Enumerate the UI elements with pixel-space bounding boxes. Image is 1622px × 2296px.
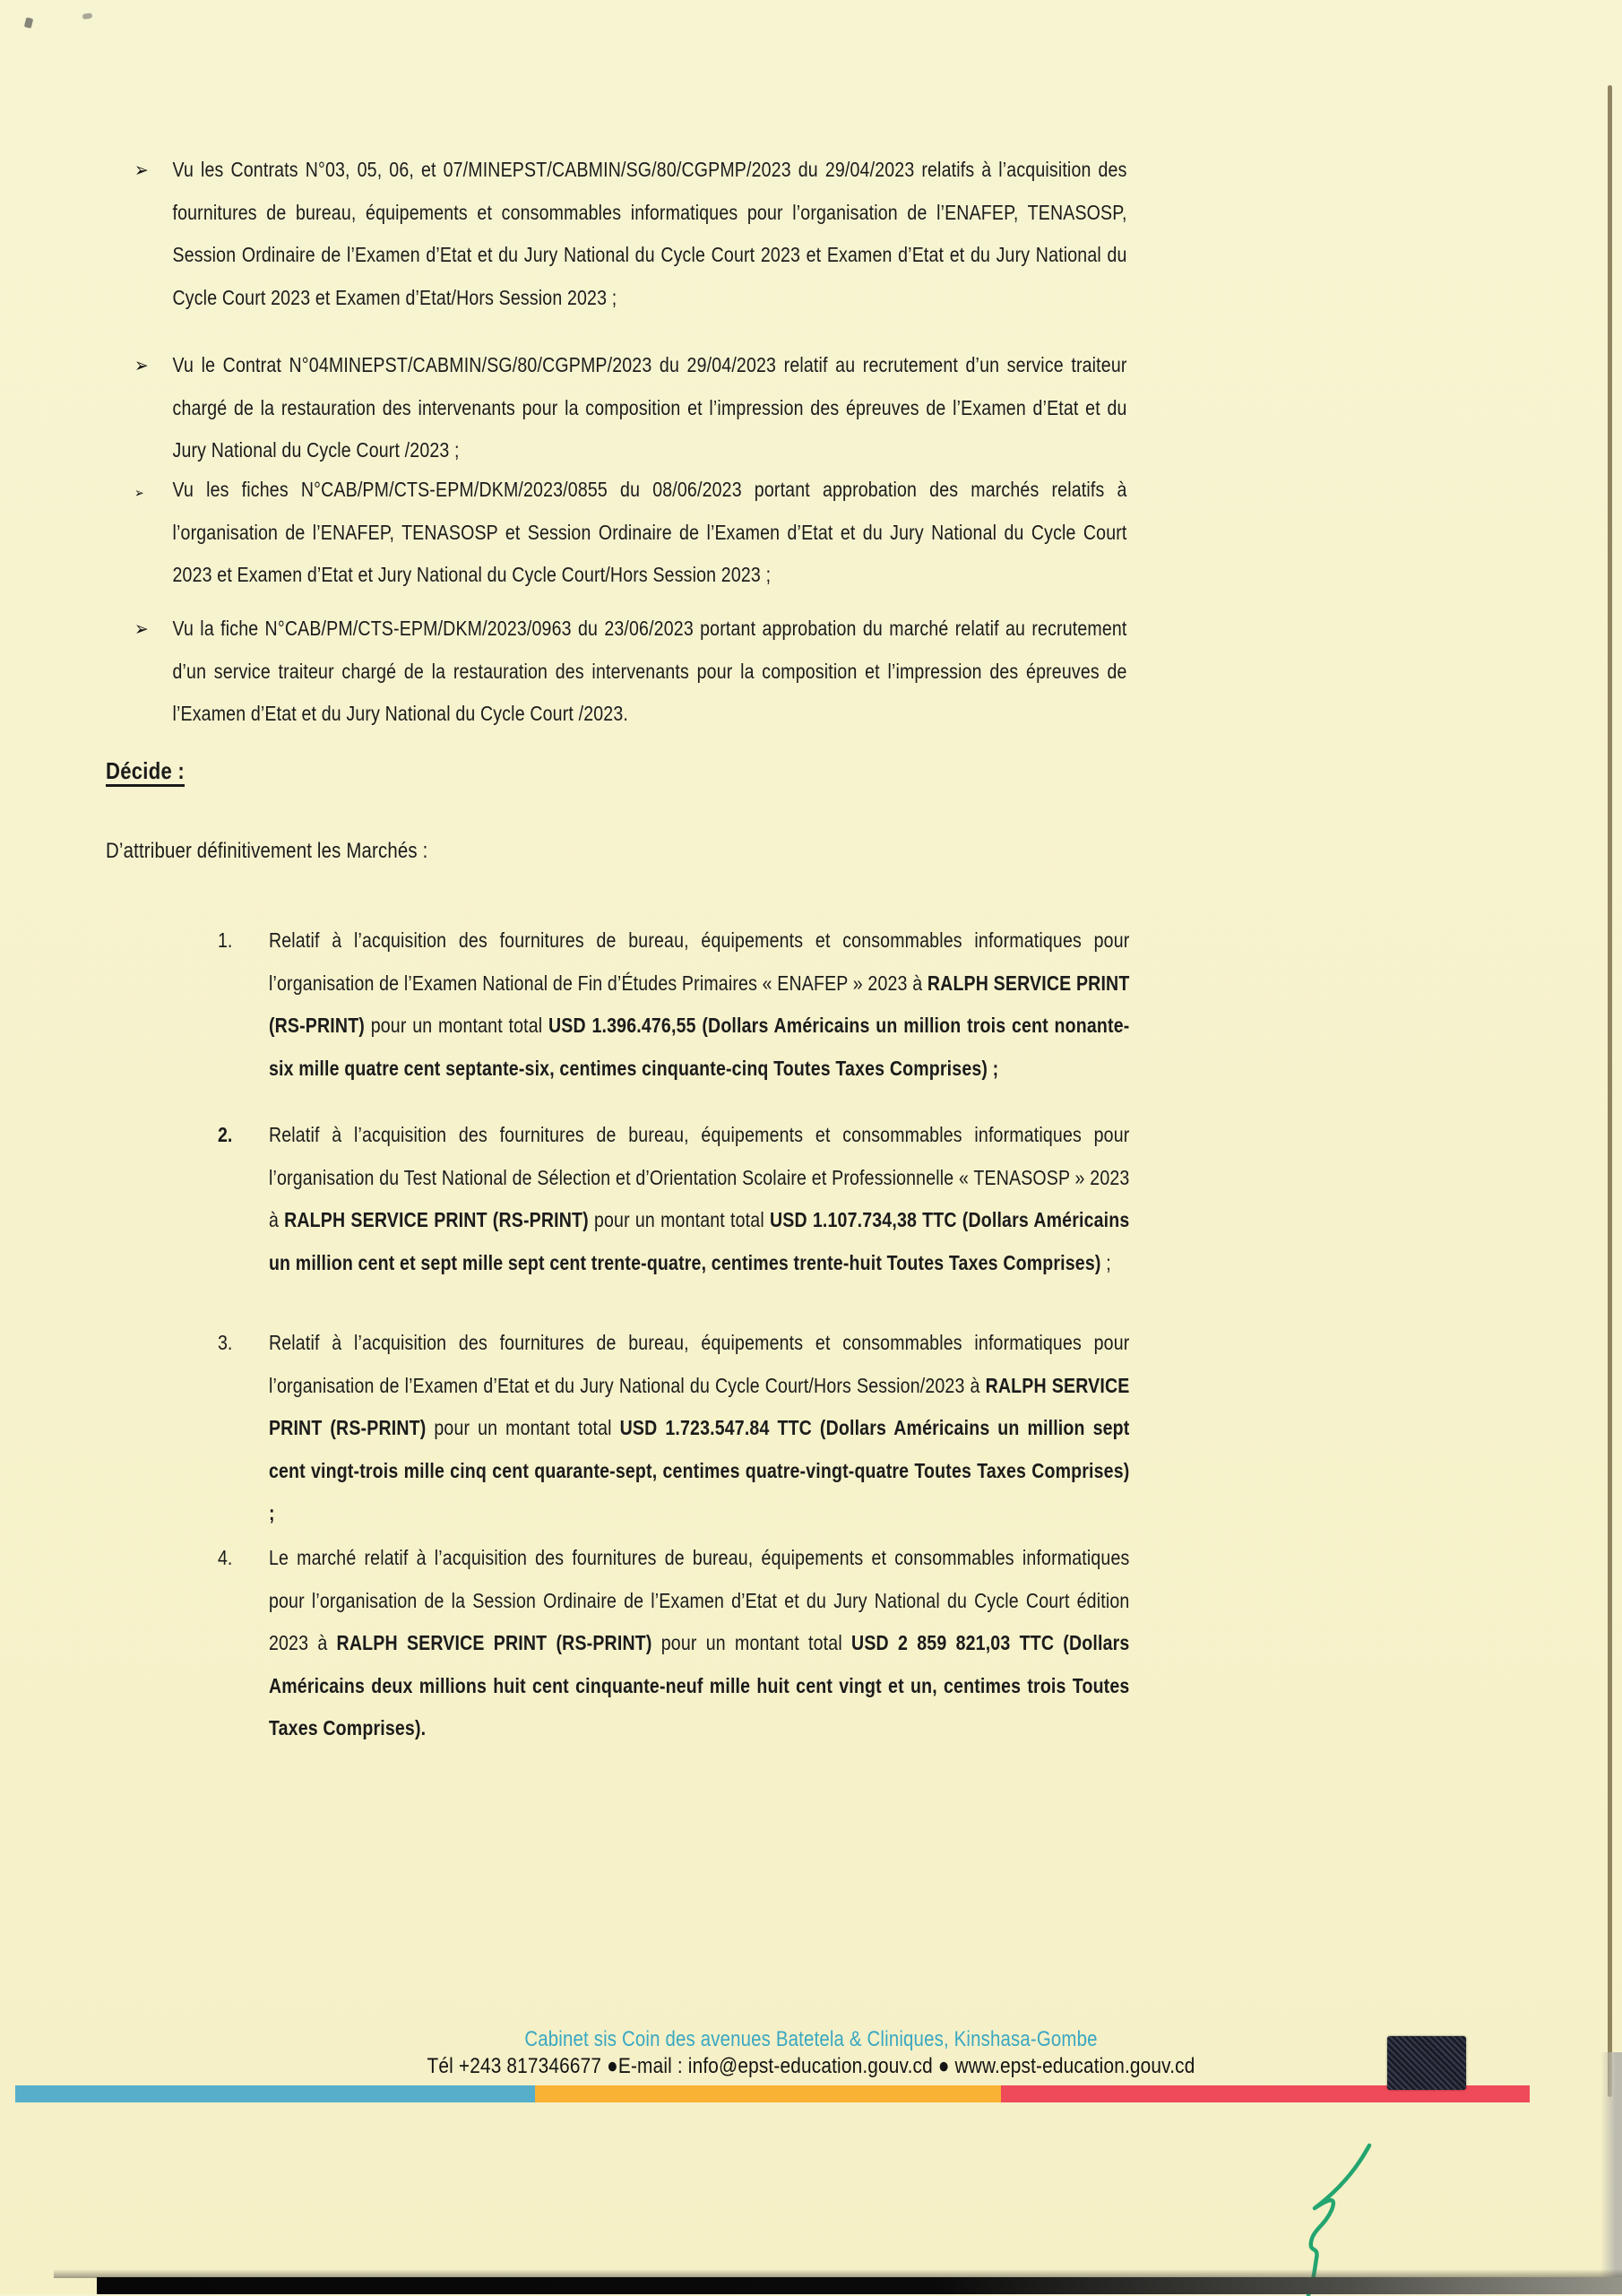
footer-address: Cabinet sis Coin des avenues Batetela & Cliniques, Kinshasa-Gombe bbox=[524, 2027, 1098, 2051]
arrow-bullet-icon: ➢ bbox=[134, 617, 149, 640]
stripe-yellow-segment bbox=[535, 2085, 1001, 2102]
vu-clause-text: Vu la fiche N°CAB/PM/CTS-EPM/DKM/2023/0963 du 23/06/2023 portant approbation du marché relatif au recrutement d’un service traiteur chargé de la restauration des intervenants pour la composition et l’impression des épreuves de l’Examen d’Etat et du Jury National du Cycle Court /2023. bbox=[172, 617, 1127, 725]
stripe-blue-segment bbox=[15, 2085, 535, 2102]
decide-intro: D’attribuer définitivement les Marchés : bbox=[106, 839, 428, 863]
vu-clause bbox=[134, 149, 1140, 319]
decision-number: 1. bbox=[218, 928, 233, 952]
vu-clause bbox=[134, 608, 1140, 736]
decision-text: Le marché relatif à l’acquisition des fournitures de bureau, équipements et consommables informatiques pour l’organisation de la Session Ordinaire de l’Examen d’Etat et du Jury National du Cycle Court édition 2023 à RALPH SERVICE PRINT (RS-PRINT) pour un montant total USD 2 859 821,03 TTC (Dollars Américains deux millions huit cent cinquante-neuf mille huit cent vingt et un, centimes trois Toutes Taxes Comprises). bbox=[268, 1546, 1130, 1739]
vu-clause-text: Vu le Contrat N°04MINEPST/CABMIN/SG/80/CGPMP/2023 du 29/04/2023 relatif au recrutement d’un service traiteur chargé de la restauration des intervenants pour la composition et l’impression des épreuves de l’Examen d’Etat et du Jury National du Cycle Court /2023 ; bbox=[172, 353, 1127, 462]
vu-clause bbox=[134, 469, 1140, 597]
decision-number: 4. bbox=[218, 1546, 233, 1569]
ink-stamp bbox=[1387, 2036, 1466, 2090]
arrow-bullet-icon: ➢ bbox=[134, 159, 149, 181]
scan-speck bbox=[24, 17, 33, 29]
decision-item bbox=[218, 919, 1170, 1090]
decision-item bbox=[218, 1114, 1170, 1284]
vu-clause bbox=[134, 344, 1140, 472]
arrow-bullet-icon: ➢ bbox=[134, 486, 144, 501]
arrow-bullet-icon: ➢ bbox=[134, 354, 149, 376]
vu-clause-text: Vu les Contrats N°03, 05, 06, et 07/MINEPST/CABMIN/SG/80/CGPMP/2023 du 29/04/2023 relatifs à l’acquisition des fournitures de bureau, équipements et consommables informatiques pour l’organisation de l’ENAFEP, TENASOSP, Session Ordinaire de l’Examen d’Etat et du Jury National du Cycle Court 2023 et Examen d’Etat et du Jury National du Cycle Court 2023 et Examen d’Etat/Hors Session 2023 ; bbox=[172, 158, 1127, 309]
decision-number: 2. bbox=[218, 1123, 233, 1146]
decision-text: Relatif à l’acquisition des fournitures de bureau, équipements et consommables informatiques pour l’organisation de l’Examen d’Etat et du Jury National du Cycle Court/Hors Session/2023 à RALPH SERVICE PRINT (RS-PRINT) pour un montant total USD 1.723.547.84 TTC (Dollars Américains un million sept cent vingt-trois mille cinq cent quarante-sept, centimes quatre-vingt-quatre Toutes Taxes Comprises) ; bbox=[268, 1331, 1130, 1524]
vu-clause-text: Vu les fiches N°CAB/PM/CTS-EPM/DKM/2023/0855 du 08/06/2023 portant approbation des marchés relatifs à l’organisation de l’ENAFEP, TENASOSP et Session Ordinaire de l’Examen d’Etat et du Jury National du Cycle Court 2023 et Examen d’Etat et Jury National du Cycle Court/Hors Session 2023 ; bbox=[172, 478, 1127, 586]
decision-text: Relatif à l’acquisition des fournitures de bureau, équipements et consommables informatiques pour l’organisation de l’Examen National de Fin d’Études Primaires « ENAFEP » 2023 à RALPH SERVICE PRINT (RS-PRINT) pour un montant total USD 1.396.476,55 (Dollars Américains un million trois cent nonante-six mille quatre cent septante-six, centimes cinquante-cinq Toutes Taxes Comprises) ; bbox=[268, 928, 1130, 1080]
decision-item bbox=[218, 1537, 1170, 1750]
decision-number: 3. bbox=[218, 1331, 233, 1354]
page-edge-shadow bbox=[1600, 2052, 1622, 2294]
footer-contact: Tél +243 817346677 ●E-mail : info@epst-education.gouv.cd ● www.epst-education.gouv.cd bbox=[427, 2054, 1195, 2078]
decision-text: Relatif à l’acquisition des fournitures de bureau, équipements et consommables informatiques pour l’organisation du Test National de Sélection et d’Orientation Scolaire et Professionnelle « TENASOSP » 2023 à RALPH SERVICE PRINT (RS-PRINT) pour un montant total USD 1.107.734,38 TTC (Dollars Américains un million cent et sept mille sept cent trente-quatre, centimes trente-huit Toutes Taxes Comprises) ; bbox=[268, 1123, 1130, 1274]
decide-heading: Décide : bbox=[106, 757, 185, 784]
page-edge-line bbox=[1608, 85, 1612, 2097]
scan-bottom-edge bbox=[97, 2277, 1622, 2294]
scan-speck bbox=[82, 13, 93, 20]
decision-item bbox=[218, 1322, 1170, 1535]
